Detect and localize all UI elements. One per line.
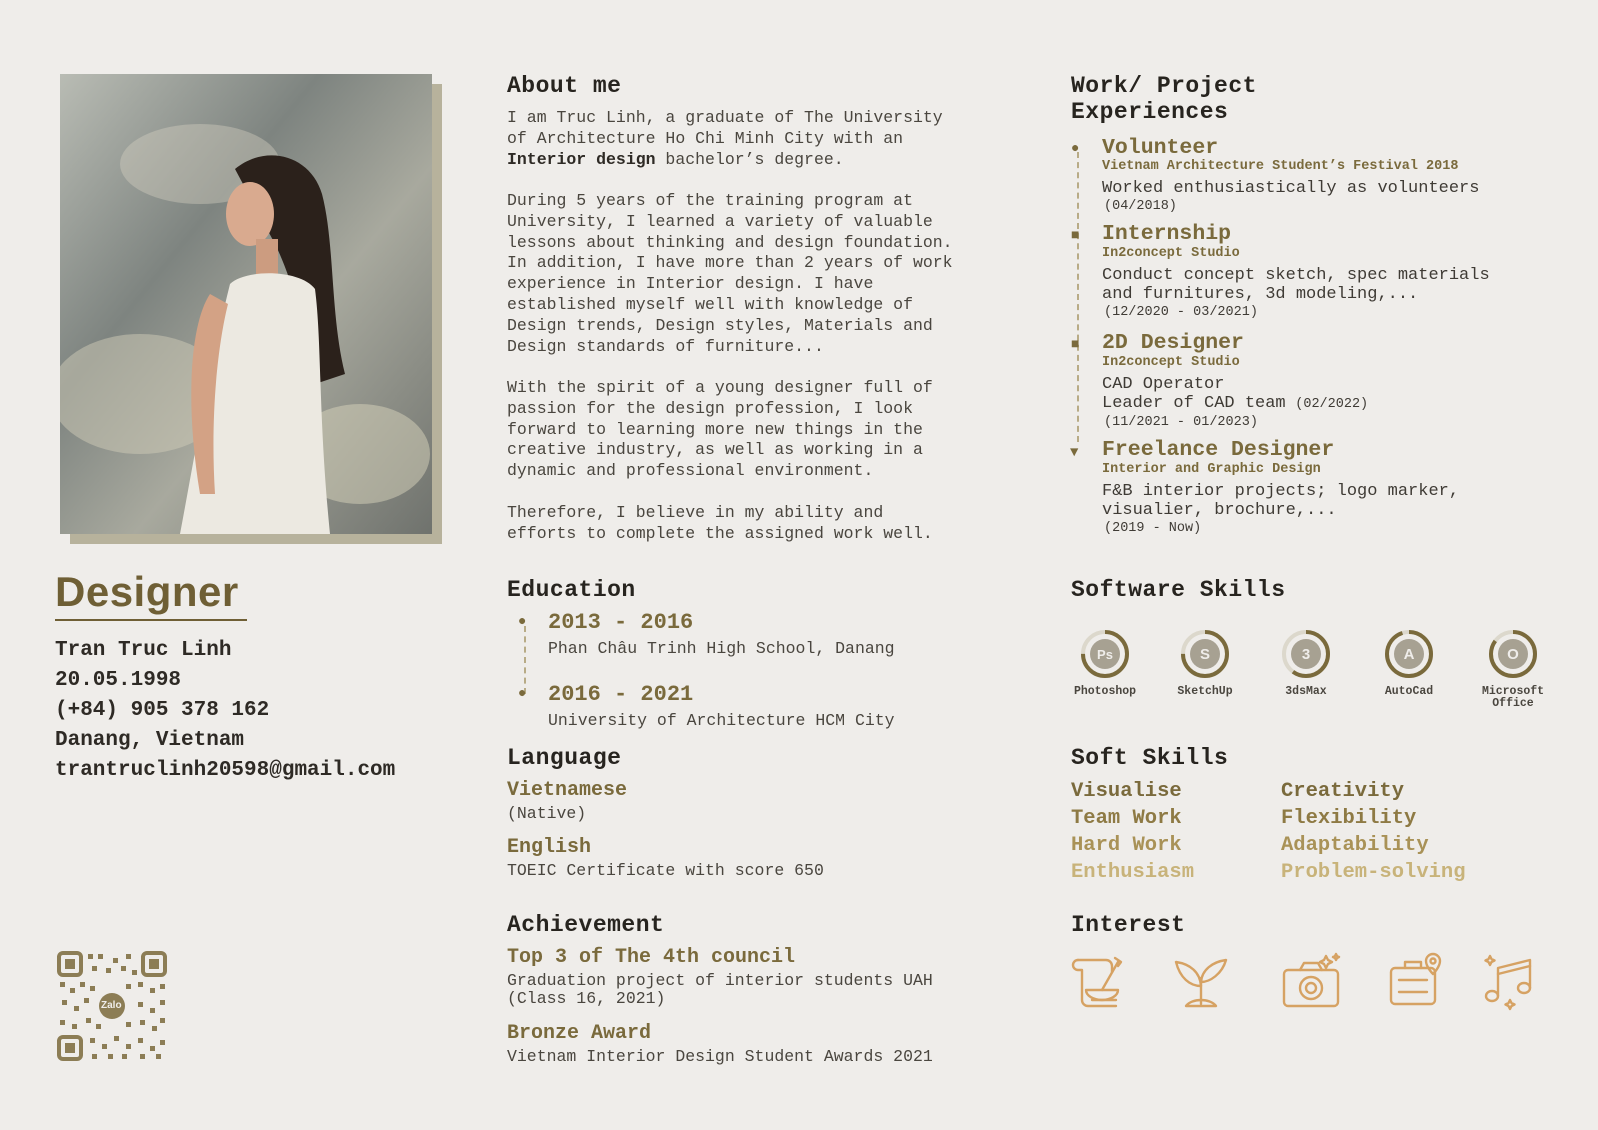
timeline-dot-icon: ● [1071,141,1080,157]
education-years: 2016 - 2021 [548,682,694,707]
about-p1-end: bachelor’s degree. [655,149,844,169]
software-glyph: Ps [1097,647,1113,662]
experience-heading-line2: Experiences [1071,99,1229,125]
timeline-square-icon: ■ [1071,337,1080,353]
cooking-icon [1070,950,1132,1012]
portrait-photo [60,74,432,534]
experience-date: (04/2018) [1104,199,1177,214]
3dsmax-icon [1280,628,1332,680]
soft-skill-item: Adaptability [1281,834,1429,857]
education-timeline-line [524,626,526,694]
experience-date: (12/2020 - 03/2021) [1104,305,1258,320]
software-glyph: S [1199,646,1211,663]
experience-desc-line1: CAD Operator [1102,375,1225,394]
soft-skill-item: Visualise [1071,780,1182,803]
experience-org: In2concept Studio [1102,246,1240,261]
software-skill-4 [1468,628,1558,710]
software-label: Microsoft Office [1481,685,1545,710]
about-p1-bold: Interior design [507,149,656,169]
profile-title: Designer [55,568,239,615]
software-label: 3dsMax [1285,685,1327,698]
zalo-logo-text: Zalo [101,1000,122,1011]
software-skill-3 [1364,628,1454,698]
language-name: English [507,836,592,859]
software-label: SketchUp [1177,685,1233,698]
software-glyph: O [1507,646,1519,663]
experience-heading-line1: Work/ Project [1071,73,1257,99]
experience-title: 2D Designer [1102,331,1244,355]
about-paragraph-1 [507,108,1027,170]
achievement-detail: Graduation project of interior students UAH (Class 16, 2021) [507,971,933,1008]
education-school: University of Architecture HCM City [548,711,895,730]
experience-desc-line2-row [1102,394,1368,413]
travel-suitcase-icon [1385,950,1447,1012]
experience-desc: F&B interior projects; logo marker, visualier, brochure,... [1102,482,1460,520]
language-name: Vietnamese [507,779,628,802]
profile-location: Danang, Vietnam [55,729,245,752]
software-skill-0 [1060,628,1150,698]
soft-skill-item: Team Work [1071,807,1182,830]
achievement-detail: Vietnam Interior Design Student Awards 2021 [507,1047,933,1066]
experience-title: Freelance Designer [1102,438,1335,462]
photoshop-icon [1079,628,1131,680]
education-heading: Education [507,577,636,603]
software-heading: Software Skills [1071,577,1286,603]
autocad-icon [1383,628,1435,680]
interest-heading: Interest [1071,912,1186,938]
about-p1-start: I am Truc Linh, a graduate of The University of Architecture Ho Chi Minh City with an [507,108,943,148]
soft-skill-item: Problem-solving [1281,861,1466,884]
experience-org: Interior and Graphic Design [1102,462,1321,477]
achievement-title: Top 3 of The 4th council [507,946,796,969]
language-heading: Language [507,745,622,771]
experience-org: In2concept Studio [1102,355,1240,370]
software-glyph: 3 [1301,646,1311,663]
zalo-qr-code[interactable] [56,950,168,1062]
profile-dob: 20.05.1998 [55,669,182,692]
education-school: Phan Châu Trinh High School, Danang [548,639,895,658]
about-heading: About me [507,73,622,99]
software-label: Photoshop [1073,685,1137,698]
timeline-arrow-down-icon: ▼ [1070,445,1079,461]
title-underline [55,619,247,621]
about-paragraph-2: During 5 years of the training program at University, I learned a variety of valuable lessons about thinking and design foundation. In addition, I have more than 2 years of work experience in Interior design. I have established myself well with knowledge of Design trends, Design styles, Materials and Design standards of furniture... [507,191,953,356]
experience-desc-line2: Leader of CAD team [1102,394,1286,413]
camera-icon [1280,950,1342,1012]
soft-skill-item: Flexibility [1281,807,1417,830]
profile-email[interactable]: trantruclinh20598@gmail.com [55,759,396,782]
experience-title: Volunteer [1102,136,1219,160]
achievement-title: Bronze Award [507,1022,652,1045]
software-skill-2 [1261,628,1351,698]
education-years: 2013 - 2016 [548,610,694,635]
timeline-dot-icon: ● [518,686,527,702]
profile-phone[interactable]: (+84) 905 378 162 [55,699,270,722]
timeline-square-icon: ■ [1071,228,1080,244]
plant-icon [1170,952,1232,1014]
soft-skill-item: Enthusiasm [1071,861,1195,884]
experience-title: Internship [1102,222,1232,246]
language-detail: (Native) [507,804,587,823]
soft-skills-heading: Soft Skills [1071,745,1229,771]
software-skill-1 [1160,628,1250,698]
office-icon [1487,628,1539,680]
experience-desc-line2-date: (02/2022) [1295,397,1369,412]
experience-org: Vietnam Architecture Student’s Festival 2018 [1102,159,1459,174]
experience-date: (2019 - Now) [1104,521,1202,536]
sketchup-icon [1179,628,1231,680]
experience-desc: Conduct concept sketch, spec materials and furnitures, 3d modeling,... [1102,266,1490,304]
music-icon [1482,950,1544,1012]
experience-timeline-line [1077,152,1079,442]
experience-desc: Worked enthusiastically as volunteers [1102,179,1480,198]
about-paragraph-3: With the spirit of a young designer full of passion for the design profession, I look forward to learning more new things in the creative industry, as well as working in a dynamic and professional environment. [507,378,933,481]
soft-skill-item: Creativity [1281,780,1405,803]
about-paragraph-4: Therefore, I believe in my ability and efforts to complete the assigned work well. [507,503,933,543]
soft-skill-item: Hard Work [1071,834,1182,857]
experience-date: (11/2021 - 01/2023) [1104,415,1258,430]
profile-name: Tran Truc Linh [55,639,232,662]
timeline-dot-icon: ● [518,614,527,630]
software-glyph: A [1403,646,1415,663]
software-label: AutoCad [1384,685,1434,698]
achievement-heading: Achievement [507,912,665,938]
language-detail: TOEIC Certificate with score 650 [507,861,824,880]
